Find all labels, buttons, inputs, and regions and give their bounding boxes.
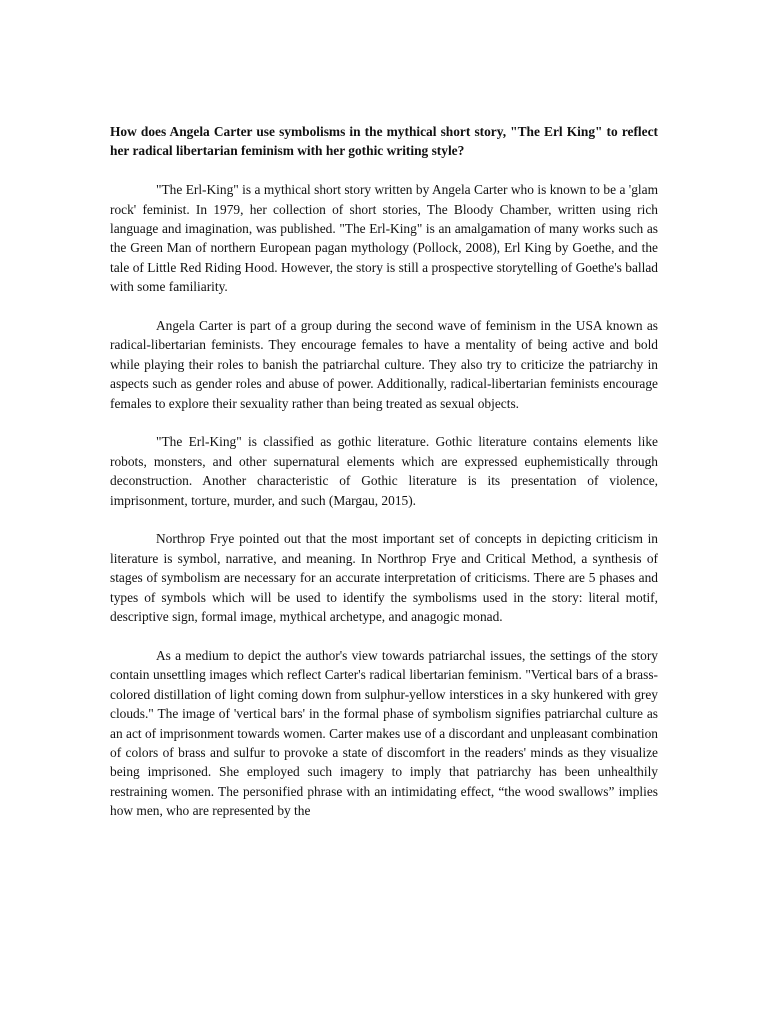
paragraph-3: "The Erl-King" is classified as gothic literature. Gothic literature contains elements like robots, monsters, and other supernatural elements which are expressed euphemistically through deconstruction. Another characteristic of Gothic literature is its presentation of violence, imprisonment, torture, murder, and such (Margau, 2015). — [110, 434, 658, 508]
essay-title: How does Angela Carter use symbolisms in the mythical short story, "The Erl King" to reflect her radical libertarian feminism with her gothic writing style? — [110, 124, 658, 159]
paragraph-2: Angela Carter is part of a group during the second wave of feminism in the USA known as radical-libertarian feminists. They encourage females to have a mentality of being active and bold while playing their roles to banish the patriarchal culture. They also try to criticize the patriarchy in aspects such as gender roles and abuse of power. Additionally, radical-libertarian feminists encourage females to explore their sexuality rather than being treated as sexual objects. — [110, 318, 658, 411]
paragraph-1: "The Erl-King" is a mythical short story written by Angela Carter who is known to be a 'glam rock' feminist. In 1979, her collection of short stories, The Bloody Chamber, written using rich language and imagination, was published. "The Erl-King" is an amalgamation of many works such as the Green Man of northern European pagan mythology (Pollock, 2008), Erl King by Goethe, and the tale of Little Red Riding Hood. However, the story is still a prospective storytelling of Goethe's ballad with some familiarity. — [110, 182, 658, 295]
document-body — [110, 122, 658, 840]
paragraph-5: As a medium to depict the author's view towards patriarchal issues, the settings of the story contain unsettling images which reflect Carter's radical libertarian feminism. "Vertical bars of a brass-colored distillation of light coming down from sulphur-yellow interstices in a sky hunkered with grey clouds." The image of 'vertical bars' in the formal phase of symbolism signifies patriarchal culture as an act of imprisonment towards women. Carter makes use of a discordant and unpleasant combination of colors of brass and sulfur to provoke a state of discomfort in the readers' minds as they visualize being imprisoned. She employed such imagery to imply that patriarchy has been unhealthily restraining women. The personified phrase with an intimidating effect, “the wood swallows” implies how men, who are represented by the — [110, 647, 658, 819]
paragraph-4: Northrop Frye pointed out that the most important set of concepts in depicting criticism in literature is symbol, narrative, and meaning. In Northrop Frye and Critical Method, a synthesis of stages of symbolism are necessary for an accurate interpretation of criticisms. There are 5 phases and types of symbols which will be used to identify the symbolisms used in the story: literal motif, descriptive sign, formal image, mythical archetype, and anagogic monad. — [110, 531, 658, 625]
